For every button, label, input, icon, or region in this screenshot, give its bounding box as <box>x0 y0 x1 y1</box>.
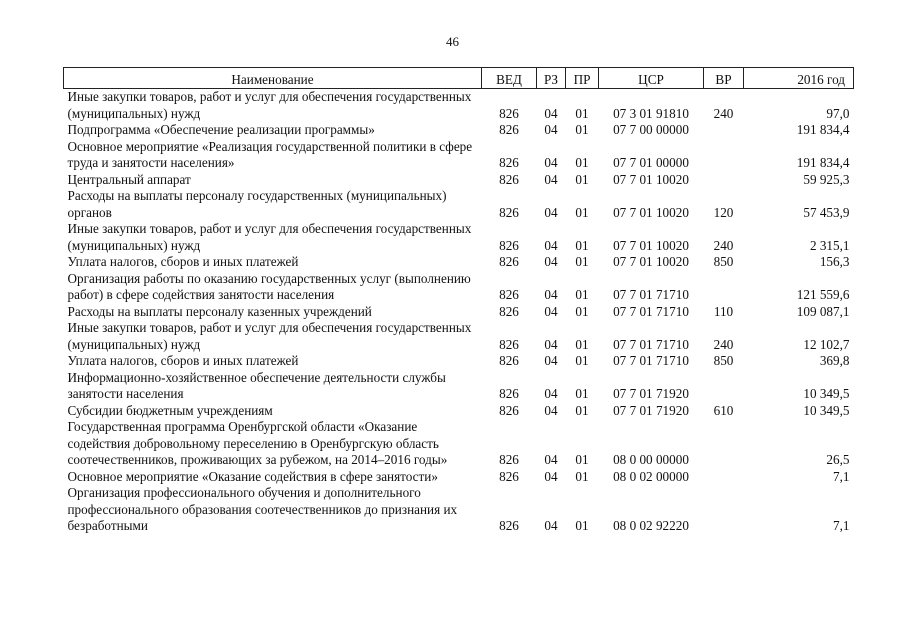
table-row <box>64 139 854 172</box>
cell-pr: 01 <box>575 171 589 187</box>
cell-pr: 01 <box>575 353 589 368</box>
cell-rz: 04 <box>544 254 558 269</box>
cell-sum: 26,5 <box>826 452 850 467</box>
cell-vr: 120 <box>713 204 734 220</box>
cell-rz: 04 <box>544 155 558 170</box>
cell-pr: 01 <box>575 105 589 121</box>
cell-pr: 01 <box>575 386 589 401</box>
cell-sum: 7,1 <box>833 518 850 533</box>
cell-name: Субсидии бюджетным учреждениям <box>67 402 273 418</box>
cell-ved: 826 <box>499 353 519 368</box>
cell-csr: 07 7 01 71710 <box>613 303 689 319</box>
cell-csr: 08 0 02 00000 <box>613 468 689 484</box>
header-sum: 2016 год <box>744 68 854 89</box>
cell-csr: 07 7 01 71710 <box>613 336 689 352</box>
cell-sum: 10 349,5 <box>803 386 850 401</box>
cell-name: Центральный аппарат <box>67 171 191 187</box>
cell-vr: 240 <box>713 336 734 352</box>
cell-name: Расходы на выплаты персоналу казенных учреждений <box>67 303 372 319</box>
table-row <box>64 188 854 221</box>
cell-vr: 110 <box>713 303 734 319</box>
cell-name: Иные закупки товаров, работ и услуг для обеспечения государственных (муниципальных) нужд <box>67 89 472 121</box>
cell-ved: 826 <box>499 122 519 137</box>
cell-ved: 826 <box>499 468 519 484</box>
cell-sum: 12 102,7 <box>803 336 850 352</box>
table-row <box>64 221 854 254</box>
cell-rz: 04 <box>544 105 558 121</box>
cell-name: Подпрограмма «Обеспечение реализации программы» <box>67 122 375 137</box>
table-row <box>64 89 854 123</box>
cell-vr <box>704 271 744 304</box>
cell-csr: 07 7 01 71710 <box>613 353 689 368</box>
cell-vr <box>704 370 744 403</box>
cell-vr: 850 <box>713 353 734 368</box>
table-row <box>64 353 854 370</box>
cell-pr: 01 <box>575 254 589 269</box>
cell-ved: 826 <box>499 386 519 401</box>
cell-ved: 826 <box>499 402 519 418</box>
cell-rz: 04 <box>544 204 558 220</box>
table-header-row <box>64 68 854 89</box>
cell-csr: 07 7 00 00000 <box>613 122 689 137</box>
cell-ved: 826 <box>499 237 519 253</box>
cell-rz: 04 <box>544 353 558 368</box>
header-ved: ВЕД <box>482 68 537 89</box>
cell-vr <box>704 469 744 486</box>
cell-ved: 826 <box>499 303 519 319</box>
cell-sum: 10 349,5 <box>803 402 850 418</box>
table-row <box>64 485 854 535</box>
table-row <box>64 419 854 469</box>
cell-pr: 01 <box>575 303 589 319</box>
cell-name: Основное мероприятие «Оказание содействия в сфере занятости» <box>67 468 438 484</box>
table-row <box>64 370 854 403</box>
cell-sum: 57 453,9 <box>803 204 850 220</box>
cell-vr: 610 <box>713 402 734 418</box>
cell-sum: 369,8 <box>819 353 850 368</box>
cell-sum: 191 834,4 <box>796 155 850 170</box>
table-row <box>64 469 854 486</box>
cell-vr: 850 <box>713 254 734 269</box>
cell-rz: 04 <box>544 452 558 467</box>
page-number: 46 <box>446 34 459 49</box>
cell-ved: 826 <box>499 452 519 467</box>
cell-name: Организация работы по оказанию государственных услуг (выполнению работ) в сфере содействия занятости населения <box>67 270 471 302</box>
cell-sum: 59 925,3 <box>803 171 850 187</box>
cell-rz: 04 <box>544 287 558 302</box>
cell-csr: 08 0 02 92220 <box>613 518 689 533</box>
cell-name: Основное мероприятие «Реализация государственной политики в сфере труда и занятости населения» <box>67 138 473 170</box>
cell-pr: 01 <box>575 155 589 170</box>
cell-sum: 7,1 <box>833 468 850 484</box>
cell-csr: 07 7 01 71920 <box>613 386 689 401</box>
table-row <box>64 122 854 139</box>
table-body <box>64 89 854 535</box>
cell-ved: 826 <box>499 518 519 533</box>
cell-pr: 01 <box>575 122 589 137</box>
cell-vr <box>704 139 744 172</box>
cell-rz: 04 <box>544 171 558 187</box>
table-row <box>64 271 854 304</box>
header-pr: ПР <box>566 68 599 89</box>
cell-vr <box>704 419 744 469</box>
cell-name: Государственная программа Оренбургской области «Оказание содействия добровольному переселению в Оренбургскую область соотечественников, проживающих за рубежом, на 2014–2016 годы» <box>67 419 448 467</box>
cell-vr <box>704 172 744 189</box>
cell-csr: 07 3 01 91810 <box>613 105 689 121</box>
budget-table <box>63 67 854 535</box>
cell-sum: 156,3 <box>819 254 850 269</box>
cell-pr: 01 <box>575 204 589 220</box>
cell-rz: 04 <box>544 303 558 319</box>
cell-pr: 01 <box>575 518 589 533</box>
cell-rz: 04 <box>544 237 558 253</box>
cell-rz: 04 <box>544 518 558 533</box>
cell-pr: 01 <box>575 452 589 467</box>
cell-vr <box>704 122 744 139</box>
cell-ved: 826 <box>499 254 519 269</box>
cell-name: Организация профессионального обучения и дополнительного профессионального образования соотечественников до признания их безработными <box>67 485 458 533</box>
cell-rz: 04 <box>544 386 558 401</box>
header-rz: РЗ <box>537 68 566 89</box>
cell-name: Иные закупки товаров, работ и услуг для обеспечения государственных (муниципальных) нужд <box>67 221 472 253</box>
cell-rz: 04 <box>544 468 558 484</box>
cell-ved: 826 <box>499 204 519 220</box>
cell-ved: 826 <box>499 105 519 121</box>
cell-ved: 826 <box>499 336 519 352</box>
cell-sum: 109 087,1 <box>796 303 850 319</box>
header-csr: ЦСР <box>599 68 704 89</box>
table-row <box>64 172 854 189</box>
cell-pr: 01 <box>575 336 589 352</box>
cell-csr: 07 7 01 71710 <box>613 287 689 302</box>
cell-name: Уплата налогов, сборов и иных платежей <box>67 254 299 269</box>
cell-sum: 2 315,1 <box>809 237 850 253</box>
cell-rz: 04 <box>544 402 558 418</box>
cell-sum: 121 559,6 <box>796 287 850 302</box>
cell-pr: 01 <box>575 402 589 418</box>
cell-name: Уплата налогов, сборов и иных платежей <box>67 353 299 368</box>
table-row <box>64 403 854 420</box>
table-row <box>64 254 854 271</box>
header-vr: ВР <box>704 68 744 89</box>
header-name: Наименование <box>64 68 482 89</box>
cell-ved: 826 <box>499 155 519 170</box>
cell-vr: 240 <box>713 237 734 253</box>
cell-rz: 04 <box>544 336 558 352</box>
cell-csr: 07 7 01 10020 <box>613 204 689 220</box>
cell-sum: 191 834,4 <box>796 122 850 137</box>
cell-name: Расходы на выплаты персоналу государственных (муниципальных) органов <box>67 188 447 220</box>
cell-ved: 826 <box>499 171 519 187</box>
cell-csr: 07 7 01 00000 <box>613 155 689 170</box>
cell-csr: 08 0 00 00000 <box>613 452 689 467</box>
cell-csr: 07 7 01 10020 <box>613 237 689 253</box>
cell-pr: 01 <box>575 468 589 484</box>
cell-pr: 01 <box>575 237 589 253</box>
cell-csr: 07 7 01 71920 <box>613 402 689 418</box>
cell-name: Информационно-хозяйственное обеспечение деятельности службы занятости населения <box>67 369 446 401</box>
table-row <box>64 304 854 321</box>
cell-vr <box>704 485 744 535</box>
cell-sum: 97,0 <box>826 105 850 121</box>
cell-ved: 826 <box>499 287 519 302</box>
cell-pr: 01 <box>575 287 589 302</box>
cell-csr: 07 7 01 10020 <box>613 254 689 269</box>
cell-csr: 07 7 01 10020 <box>613 171 689 187</box>
cell-name: Иные закупки товаров, работ и услуг для обеспечения государственных (муниципальных) нужд <box>67 320 472 352</box>
cell-rz: 04 <box>544 122 558 137</box>
table-row <box>64 320 854 353</box>
cell-vr: 240 <box>713 105 734 121</box>
